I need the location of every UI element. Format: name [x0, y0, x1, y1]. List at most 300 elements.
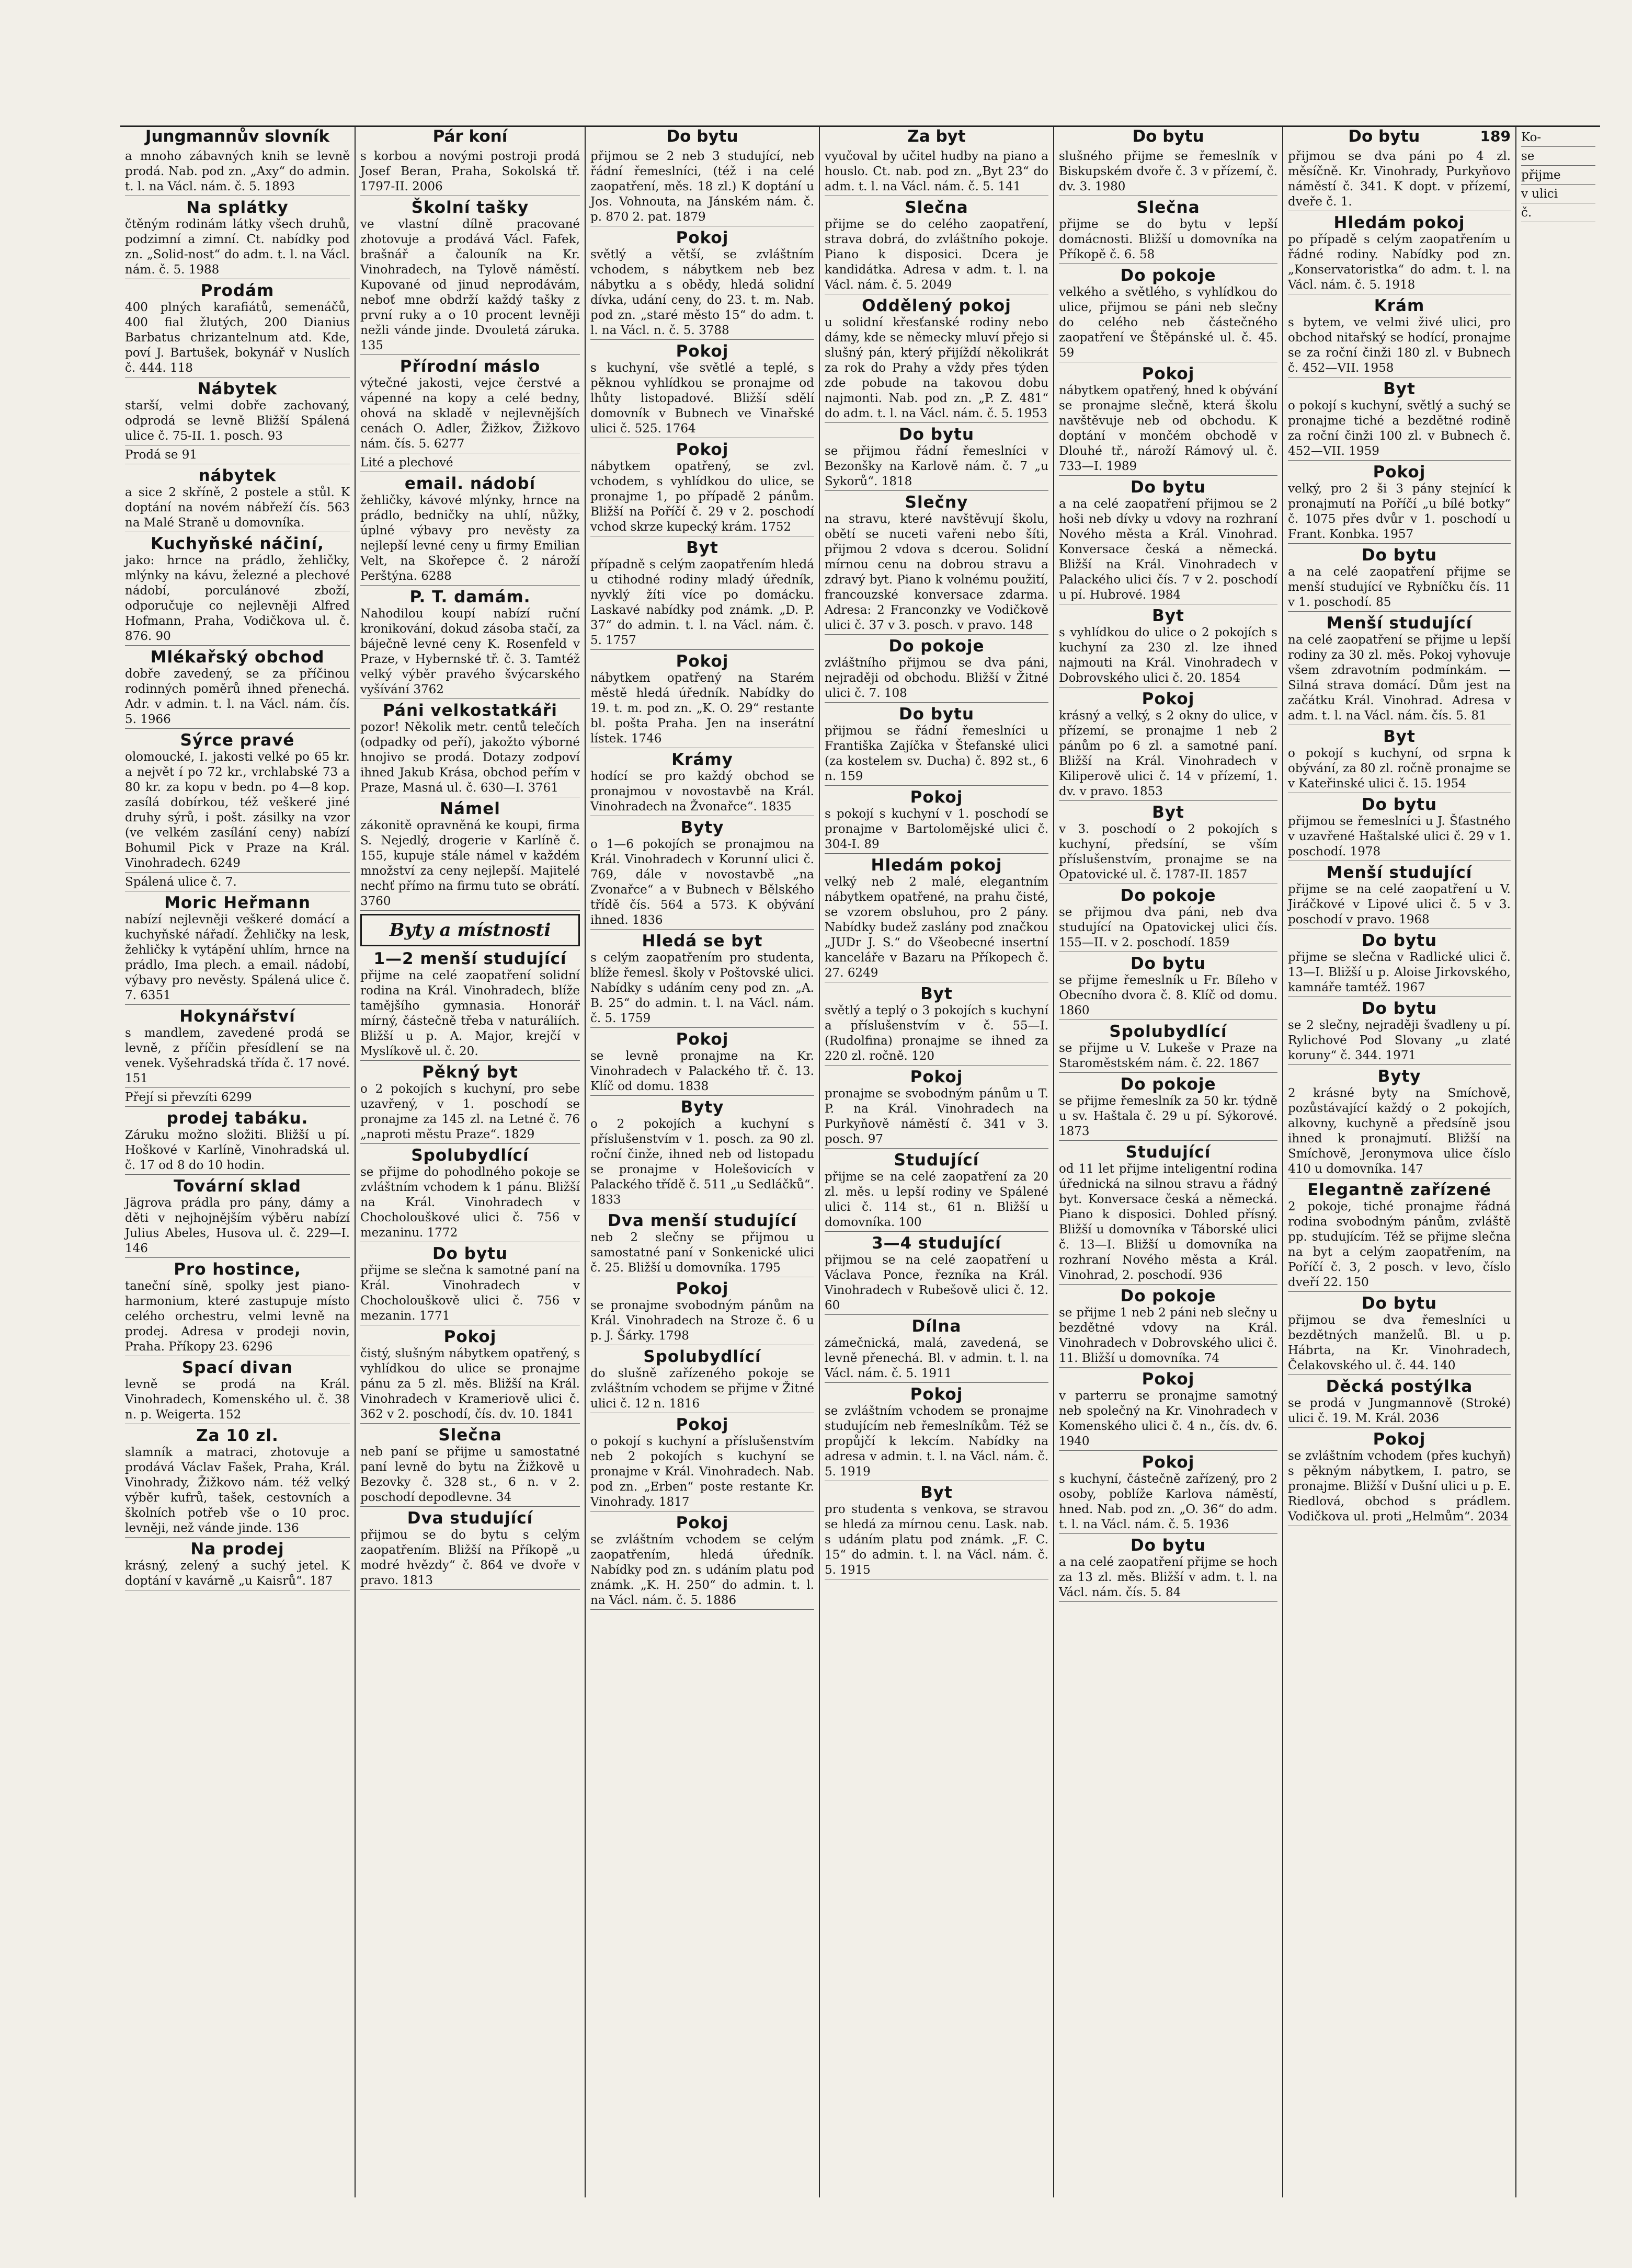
classified-ad: [590, 1030, 814, 1096]
ad-title: Elegantně zařízené: [1307, 1181, 1491, 1199]
ad-text: a mnoho zábavných knih se levně prodá. Nab. pod zn. „Axy“ do admin. t. l. na Václ. nám. č. 5. 1893: [125, 150, 350, 193]
ad-text: a na celé zaopatření přijme se hoch za 13 zl. měs. Bližší v adm. t. l. na Václ. nám. čís. 5. 84: [1059, 1555, 1277, 1599]
ad-title: Na splátky: [186, 198, 289, 217]
ad-title: Hledá se byt: [642, 932, 763, 950]
classified-ad: [125, 380, 350, 445]
ad-title: Hledám pokoj: [871, 856, 1002, 875]
ad-text: u solidní křesťanské rodiny nebo dámy, kde se německy mluví přejo si slušný pán, který přijíždí několikrát za rok do Prahy a vždy přes týden zde pobude na takovou dobu najmonti. Nab. pod zn. „P. Z. 481“ do adm. t. l. na Václ. nám. č. 5. 1953: [825, 316, 1048, 420]
ad-text: se zvláštním vchodem se celým zaopatřením, hledá úředník. Nabídky pod zn. s udáním platu pod známk. „K. H. 250“ do admin. t. l. na Václ. nám. č. 5. 1886: [590, 1533, 814, 1607]
classified-ad: [125, 1260, 350, 1356]
ad-title: Byt: [1383, 727, 1416, 746]
ad-title: 3—4 studující: [872, 1234, 1001, 1253]
ad-text: na stravu, které navštěvují školu, obětí se nuceti vařeni nebo šíti, přijmou 2 vdova s dcerou. Solidní mírnou cenu na dobrou stravu a zdravý byt. Piano k volnému použití, francouzské konversace zdarma. Adresa: 2 Franconzky ve Vodičkově ulici č. 37 v 3. posch. v pravo. 148: [825, 512, 1048, 632]
ad-title: Dva studující: [407, 1509, 533, 1528]
ad-title: Školní tašky: [411, 198, 529, 217]
column-heading: Za byt: [907, 127, 966, 146]
ad-text: s vyhlídkou do ulice o 2 pokojích s kuchyní za 230 zl. lze ihned najmouti na Král. Vinohradech v Dobrovského ulici č. 20. 1854: [1059, 626, 1277, 685]
ad-title: Slečny: [905, 493, 968, 512]
classified-ad: [1059, 149, 1277, 196]
classified-ad: [825, 493, 1048, 635]
classified-ad: [825, 1483, 1048, 1579]
ad-title: Pokoj: [676, 1279, 729, 1298]
ad-text: o pokojí s kuchyní, od srpna k obývání, za 80 zl. ročně pronajme se v Kateřinské ulici č. 15. 1954: [1288, 747, 1511, 791]
ad-text: přijme se na celé zaopatření za 20 zl. měs. u lepší rodiny ve Spálené ulici č. 114 st., 61 n. Bližší u domovníka. 100: [825, 1170, 1048, 1229]
ad-text: 400 plných karafiátů, semenáčů, 400 fial žlutých, 200 Dianius Barbatus chrizantelnum atd. Kde, poví J. Bartušek, bokynář v Nuslích č. 444. 118: [125, 301, 350, 375]
ad-title: Námel: [440, 799, 500, 818]
classified-ad: [1288, 1181, 1511, 1292]
ad-title: Byt: [686, 539, 718, 557]
ad-text: velký neb 2 malé, elegantním nábytkem opatřené, na prahu čisté, se vzorem obsluhou, pro 2 pány. Nabídky budež zaslány pod značkou „JUDr J. S.“ do Všeobecné insertní kanceláře v Bazaru na Příkopech č. 27. 6249: [825, 875, 1048, 980]
ad-title: Menší studující: [1326, 614, 1473, 633]
classified-ad: [1059, 364, 1277, 476]
ad-text: s korbou a novými postroji prodá Josef Beran, Praha, Sokolská tř. 1797-II. 2006: [360, 150, 580, 193]
ad-text: čistý, slušným nábytkem opatřený, s vyhlídkou do ulice se pronajme pánu za 5 zl. měs. Bližší na Král. Vinohradech v Krameriově ulici č. 362 v 2. poschodí, čís. dv. 10. 1841: [360, 1347, 580, 1421]
ad-title: Pokoj: [910, 788, 963, 807]
classified-ad: [125, 1090, 350, 1107]
classified-ad: [825, 198, 1048, 294]
classified-ad: [1521, 168, 1595, 185]
ad-text: s pokojí s kuchyní v 1. poschodí se pronajme v Bartolomějské ulici č. 304-I. 89: [825, 807, 1048, 851]
ad-text: pronajme se svobodným pánům u T. P. na Král. Vinohradech na Purkyňově náměstí č. 341 v 3. posch. 97: [825, 1087, 1048, 1146]
ad-text: přijmou se 2 neb 3 studující, neb řádní řemeslníci, (též i na celé zaopatření, měs. 18 zl.) K doptání u Jos. Vohnouta, na Jánském nám. č. p. 870 2. pat. 1879: [590, 150, 814, 224]
classified-ad: [590, 1279, 814, 1345]
ad-text: nabízí nejlevněji veškeré domácí a kuchyňské nářadí. Žehličky na lesk, žehličky k vytápění uhlím, hrnce na prádlo, Ima plech. a email. nádobí, výbavy pro nevěsty. Spálená ulice č. 7. 6351: [125, 913, 350, 1002]
ad-text: velký, pro 2 ši 3 pány stejnící k pronajmutí na Poříčí „u bílé botky“ č. 1075 přes dvůr v 1. poschodí u Frant. Konbka. 1957: [1288, 482, 1511, 541]
classified-ad: [1288, 795, 1511, 861]
ad-title: Do bytu: [1130, 954, 1206, 973]
ad-title: Pokoj: [1142, 1370, 1195, 1389]
classified-ad: [360, 357, 580, 453]
ad-text: Ko-: [1521, 131, 1542, 144]
ad-text: Záruku možno složiti. Bližší u pí. Hoškové v Karlíně, Vinohradská ul. č. 17 od 8 do 10 hodin.: [125, 1128, 350, 1172]
ad-title: Do bytu: [1361, 795, 1437, 814]
column-heading: Do bytu: [666, 127, 738, 146]
classified-ad: [125, 894, 350, 1005]
classified-ad: [1059, 1075, 1277, 1141]
ad-text: slušného přijme se řemeslník v Biskupském dvoře č. 3 v přízemí, č. dv. 3. 1980: [1059, 150, 1277, 193]
ad-title: Krámy: [671, 750, 733, 769]
ad-title: Studující: [894, 1151, 979, 1170]
classified-ad: [1059, 886, 1277, 952]
classified-ad: [825, 984, 1048, 1066]
classified-ad: [125, 149, 350, 196]
ad-title: Pokoj: [1142, 364, 1195, 383]
classified-ad: [1059, 1022, 1277, 1073]
classified-ad: [360, 1509, 580, 1590]
classified-ad: [825, 856, 1048, 982]
classified-ad: [360, 149, 580, 196]
ad-text: přijme se na celé zaopatření u V. Jiráčkové v Lipové ulici č. 5 v 3. poschodí v pravo. 1968: [1288, 883, 1511, 926]
ad-text: Nahodilou koupí nabízí ruční kronikování, dokud zásoba stačí, za báječně levné ceny K. Rosenfeld v Praze, v Hybernské tř. č. 3. Tamtéž velký výběr pravého švýcarského vyšívání 3762: [360, 607, 580, 696]
ad-title: 1—2 menší studující: [373, 949, 567, 968]
ad-text: po případě s celým zaopatřením u řádné rodiny. Nabídky pod zn. „Konservatoristka“ do adm. t. l. na Václ. nám. č. 5. 1918: [1288, 233, 1511, 292]
classified-ad: [825, 1385, 1048, 1481]
ad-text: Přejí si převzíti 6299: [125, 1091, 252, 1104]
ad-title: Menší studující: [1326, 863, 1473, 882]
column-heading: Do bytu: [1132, 127, 1204, 146]
ad-title: Pokoj: [676, 1514, 729, 1532]
ad-text: v 3. poschodí o 2 pokojích s kuchyní, předsíní, se vším příslušenstvím, pronajme se na Opatovické ul. č. 1787-II. 1857: [1059, 822, 1277, 881]
column-heading: Do bytu 189: [1348, 127, 1511, 146]
ad-text: s celým zaopatřením pro studenta, blíže řemesl. školy v Poštovské ulici. Nabídky s udáním ceny pod zn. „A. B. 25“ do admin. t. l. na Václ. nám. č. 5. 1759: [590, 951, 814, 1025]
ad-text: Lité a plechové: [360, 456, 453, 469]
classified-ad: [825, 705, 1048, 786]
ad-text: světlý a větší, se zvláštním vchodem, s nábytkem neb bez nábytku a s obědy, hledá solidní dívka, udání ceny, do 23. t. m. Nab. pod zn. „staré město 15“ do adm. t. l. na Václ. n. č. 5. 3788: [590, 248, 814, 337]
ad-text: hodící se pro každý obchod se pronajmou v novostavbě na Král. Vinohradech na Žvonařce“. 1835: [590, 770, 814, 814]
ad-title: Do bytu: [1361, 931, 1437, 950]
ad-text: se prodá v Jungmannově (Stroké) ulici č. 19. M. Král. 2036: [1288, 1396, 1511, 1425]
ad-text: čtěným rodinám látky všech druhů, podzimní a zimní. Ct. nabídky pod zn. „Solid-nost“ do adm. t. l. na Václ. nám. č. 5. 1988: [125, 217, 350, 277]
ad-title: Za 10 zl.: [196, 1426, 279, 1445]
ad-title: Pokoj: [676, 228, 729, 247]
ad-title: Kuchyňské náčiní,: [151, 534, 324, 553]
ad-title: Mlékařský obchod: [150, 648, 325, 667]
ad-text: nábytkem opatřený, hned k obývání se pronajme slečně, která školu navštěvuje neb od obchodu. K doptání v mončém obchodě v Dlouhé tř., nároží Rámový ul. č. 733—I. 1989: [1059, 384, 1277, 473]
classified-ad: [825, 425, 1048, 491]
ad-text: žehličky, kávové mlýnky, hrnce na prádlo, bedničky na uhlí, nůžky, úplné výbavy pro nevěsty za nejlepší levné ceny u firmy Emilian Velt, na Skořepce č. 2 nároží Perštýna. 6288: [360, 494, 580, 583]
classified-ad: [590, 149, 814, 226]
page-number: 189: [1480, 128, 1511, 145]
classified-ad: [1059, 198, 1277, 264]
classified-ad: [1288, 1430, 1511, 1526]
classified-ad: [360, 455, 580, 472]
classified-ad: [1288, 863, 1511, 929]
ad-title: Pokoj: [676, 1415, 729, 1434]
ad-text: pozor! Několik metr. centů telečích (odpadky od peří), jakožto výborné hnojivo se prodá. Dotazy zodpoví ihned Jakub Krása, obchod peřím v Praze, Masná ul. č. 630—I. 3761: [360, 720, 580, 795]
classified-ad: [1521, 149, 1595, 166]
ad-text: přijme na celé zaopatření solidní rodina na Král. Vinohradech, blíže tamějšího gymnasia. Honorář mírný, částečně třeba v naturáliích. Bližší u p. A. Major, krejčí v Myslíkově ul. č. 20.: [360, 969, 580, 1058]
ad-text: ve vlastní dílně pracované zhotovuje a prodává Václ. Fafek, brašnář a čalouník na Kr. Vinohradech, na Tylově náměstí. Kupované od jinud neprodávám, neboť mne obdrží každý tašky z první ruky a o 10 procent levněji nežli vánde jinde. Dvouletá záruka. 135: [360, 217, 580, 352]
classified-ad: [360, 588, 580, 699]
ad-text: o pokojí s kuchyní, světlý a suchý se pronajme tiché a bezdětné rodině za roční činži 100 zl. v Bubnech č. 452—VII. 1959: [1288, 399, 1511, 458]
classified-ad: [125, 534, 350, 646]
ad-text: se přijme 1 neb 2 páni neb slečny u bezdětné vdovy na Král. Vinohradech v Dobrovského ulici č. 11. Bližší u domovníka. 74: [1059, 1306, 1277, 1365]
ad-text: se přijmou dva páni, neb dva studující na Opatovickej ulici čís. 155—II. v 2. poschodí. 1859: [1059, 906, 1277, 949]
ad-text: levně se prodá na Král. Vinohradech, Komenského ul. č. 38 n. p. Weigerta. 152: [125, 1378, 350, 1422]
ad-title: Pokoj: [676, 652, 729, 671]
ad-text: případně s celým zaopatřením hledá u ctihodné rodiny mladý úředník, nyvklý žíti více po domácku. Laskavé nabídky pod známk. „D. P. 37“ do admin. t. l. na Václ. nám. č. 5. 1757: [590, 558, 814, 647]
ad-title: Dva menší studující: [608, 1211, 797, 1230]
ad-title: nábytek: [198, 466, 277, 485]
ad-title: Nábytek: [197, 380, 278, 398]
ad-title: Pokoj: [1142, 690, 1195, 708]
ad-text: přijmou se dva páni po 4 zl. měsíčně. Kr. Vinohrady, Purkyňovo náměstí č. 341. K dopt. v přízemí, dveře č. 1.: [1288, 150, 1511, 209]
ad-title: Krám: [1374, 296, 1425, 315]
ad-text: přijmou se dva řemeslníci u bezdětných manželů. Bl. u p. Hábrta, na Kr. Vinohradech, Čelakovského ul. č. 44. 140: [1288, 1313, 1511, 1372]
ad-title: Do bytu: [1130, 1536, 1206, 1555]
column-3: [586, 127, 820, 2197]
ad-title: Studující: [1125, 1143, 1211, 1162]
ad-title: Pokoj: [910, 1385, 963, 1404]
column-7: [1516, 127, 1600, 2197]
classified-ad: [1288, 999, 1511, 1065]
ad-text: taneční síně, spolky jest piano-harmonium, které zastupuje místo celého orchestru, velmi levně na prodej. Adresa v prodeji novin, Praha. Příkopy 23. 6296: [125, 1279, 350, 1354]
ad-text: zákonitě opravněná ke koupi, firma S. Nejedlý, drogerie v Karlíně č. 155, kupuje stále námel v každém množství za ceny nejlepší. Majitelé nechť přímo na firmu tuto se obrátí. 3760: [360, 819, 580, 908]
classified-ad: [360, 1244, 580, 1325]
ad-title: Dílna: [911, 1317, 962, 1336]
classified-ad: [360, 949, 580, 1061]
ad-title: Pokoj: [1142, 1453, 1195, 1472]
classified-ad: [1059, 1287, 1277, 1368]
ad-title: Spolubydlící: [1109, 1022, 1227, 1041]
ad-text: se zvláštním vchodem (přes kuchyň) s pěkným nábytkem, I. patro, se pronajme. Bližší v Dušní ulici u p. E. Riedlová, obchod s prádlem. Vodičkova ul. proti „Helmům“. 2034: [1288, 1449, 1511, 1524]
column-6: [1283, 127, 1516, 2197]
ad-title: Do bytu: [1361, 546, 1437, 565]
classified-ad: [360, 198, 580, 355]
classified-ad: [825, 637, 1048, 703]
ad-text: slamník a matraci, zhotovuje a prodává Václav Fašek, Praha, Král. Vinohrady, Žižkovo nám. též velký výběr kufrů, tašek, cestovních a školních potřeb vše o 10 proc. levněji, než vánde jinde. 136: [125, 1446, 350, 1535]
ad-title: Pěkný byt: [422, 1063, 518, 1082]
ad-text: se pronajme svobodným pánům na Král. Vinohradech na Stroze č. 6 u p. J. Šárky. 1798: [590, 1299, 814, 1343]
ad-text: výtečné jakosti, vejce čerstvé a vápenné na kopy a celé bedny, ohová na skladě v nejlevnějších cenách O. Adler, Žižkov, Žižkovo nám. čís. 5. 6277: [360, 376, 580, 451]
classified-ad: [825, 1068, 1048, 1149]
classified-ad: [125, 731, 350, 873]
classified-ad: [1521, 187, 1595, 203]
section-title: Byty a místnosti: [360, 914, 580, 946]
ad-text: nábytkem opatřený, se zvl. vchodem, s vyhlídkou do ulice, se pronajme 1, po případě 2 pánům. Bližší na Poříčí č. 29 v 2. poschodí vchod skrze kupecký krám. 1752: [590, 460, 814, 534]
ad-title: Do pokoje: [888, 637, 985, 656]
ad-title: Spolubydlící: [411, 1146, 529, 1165]
ad-title: Slečna: [1136, 198, 1200, 217]
classified-ad: [1288, 546, 1511, 612]
ad-text: přijme se slečna k samotné paní na Král. Vinohradech v Chocholouškově ulici č. 756 v mezanin. 1771: [360, 1264, 580, 1323]
ad-title: Hledám pokoj: [1333, 213, 1465, 232]
ad-title: Spolubydlící: [643, 1347, 761, 1366]
classified-ad: [1288, 1067, 1511, 1178]
ad-title: Spací divan: [181, 1358, 293, 1377]
ad-title: Byt: [1152, 606, 1184, 625]
classified-ad: [1059, 266, 1277, 362]
classified-ad: [590, 818, 814, 930]
classified-ad: [825, 149, 1048, 196]
classified-ad: [1059, 803, 1277, 884]
ad-text: a na celé zaopatření přijmou se 2 hoši neb dívky u vdovy na rozhraní Nového města a Král. Vinohrad. Konversace česká a německá. Bližší na Král. Vinohradech v Palackého ulici čís. 7 v 2. poschodí u pí. Hubrové. 1984: [1059, 497, 1277, 602]
ad-text: Jägrova prádla pro pány, dámy a děti v nejhojnějším výběru nabízí Julius Abeles, Husova ul. č. 229—I. 146: [125, 1196, 350, 1255]
classified-ad: [125, 875, 350, 891]
ad-text: Prodá se 91: [125, 448, 198, 462]
ad-text: krásný a velký, s 2 okny do ulice, v přízemí, se pronajme 1 neb 2 pánům po 6 zl. a samotné paní. Bližší na Král. Vinohradech v Kiliperově ulici č. 14 v přízemí, 1. dv. v pravo. 1853: [1059, 709, 1277, 798]
ad-text: olomoucké, I. jakosti velké po 65 kr. a největ í po 72 kr., vrchlabské 73 a 80 kr. za kopu v bedn. po 4—8 kop. zasílá dobírkou, též veškeré jiné druhy sýrů, i pošt. zásilky na vzor (ve velkém zasílání ceny) nabízí Bohumil Pick v Praze na Král. Vinohradech. 6249: [125, 750, 350, 870]
ad-text: přijme se do celého zaopatření, strava dobrá, do zvláštního pokoje. Piano k disposici. Dcera je kandidátka. Adresa v adm. t. l. na Václ. nám. č. 5. 2049: [825, 217, 1048, 292]
ad-title: Do bytu: [1130, 478, 1206, 497]
ad-text: v parterru se pronajme samotný neb společný na Kr. Vinohradech v Komenského ulici č. 4 n., čís. dv. 6. 1940: [1059, 1389, 1277, 1448]
classified-ad: [590, 440, 814, 536]
ad-text: zvláštního přijmou se dva páni, nejraději od obchodu. Bližší v Žitné ulici č. 7. 108: [825, 656, 1048, 700]
ad-text: o pokojí s kuchyní a příslušenstvím neb 2 pokojích s kuchyní se pronajme v Král. Vinohradech. Nab. pod zn. „Erben“ poste restante Kr. Vinohrady. 1817: [590, 1435, 814, 1509]
ad-text: přijmou se na celé zaopatření u Václava Ponce, řezníka na Král. Vinohradech v Rubešově ulici č. 12. 60: [825, 1253, 1048, 1312]
ad-title: prodej tabáku.: [166, 1109, 309, 1128]
ad-text: od 11 let přijme inteligentní rodina úřednická na silnou stravu a řádný byt. Konversace česká a německá. Piano k disposici. Dohled přísný. Bližší u domovníka v Táborské ulici č. 13—I. Bližší u domovníka na rozhraní Nového města a Král. Vinohrad, 2. poschodí. 936: [1059, 1162, 1277, 1282]
ad-title: Byt: [920, 984, 953, 1003]
ad-text: jako: hrnce na prádlo, žehličky, mlýnky na kávu, železné a plechové nádobí, porculánové zboží, odporučuje co nejlevněji Alfred Hofmann, Praha, Vodičkova ul. č. 876. 90: [125, 554, 350, 643]
classified-ad: [1059, 1453, 1277, 1534]
ad-text: přijmou se řádní řemeslníci u Františka Zajíčka v Štefanské ulici (za kostelem sv. Ducha) č. 892 st., 6 n. 159: [825, 724, 1048, 783]
ad-text: se 2 slečny, nejraději švadleny u pí. Rylichové Pod Slovany „u zlaté koruny“ č. 344. 1971: [1288, 1018, 1511, 1062]
column-5: [1054, 127, 1283, 2197]
classified-ad: [1288, 614, 1511, 725]
ad-text: starší, velmi dobře zachovaný, odprodá se levně Bližší Spálená ulice č. 75-II. 1. posch. 93: [125, 399, 350, 443]
ad-title: Byt: [1383, 380, 1416, 398]
ad-title: P. T. damám.: [409, 588, 531, 606]
ad-title: Do pokoje: [1120, 1287, 1216, 1305]
ad-text: Spálená ulice č. 7.: [125, 875, 237, 889]
classified-ad: [825, 1317, 1048, 1383]
classified-ad: [1288, 1294, 1511, 1375]
ad-text: přijme se do bytu v lepší domácnosti. Bližší u domovníka na Příkopě č. 6. 58: [1059, 217, 1277, 261]
ad-text: 2 pokoje, tiché pronajme řádná rodina svobodným pánům, zvláště pp. studujícím. Též se přijme slečna na byt a celým zaopatřením, na Poříčí č. 3, 2 posch. v levo, číslo dveří 22. 150: [1288, 1200, 1511, 1289]
ad-text: nábytkem opatřený na Starém městě hledá úředník. Nabídky do 19. t. m. pod zn. „K. O. 29“ restante bl. pošta Praha. Jen na inserátní lístek. 1746: [590, 671, 814, 746]
classified-ad: [590, 539, 814, 650]
classified-ad: [1288, 149, 1511, 211]
ad-title: Prodám: [200, 281, 275, 300]
ad-title: Páni velkostatkáři: [383, 701, 557, 720]
ad-text: o 1—6 pokojích se pronajmou na Král. Vinohradech v Korunní ulici č. 769, dále v novostavbě „na Zvonařce“ a v Bubnech v Bělského třídě čís. 564 a 573. K obývání ihned. 1836: [590, 838, 814, 927]
classified-ad: [1288, 727, 1511, 793]
classified-ad: [125, 1109, 350, 1175]
ad-title: Do pokoje: [1120, 266, 1216, 285]
classified-ad: [125, 448, 350, 464]
ad-title: Tovární sklad: [173, 1177, 302, 1196]
classified-ad: [1521, 205, 1595, 222]
ad-text: neb 2 slečny se přijmou u samostatné paní v Sonkenické ulici č. 25. Bližší u domovníka. 1795: [590, 1231, 814, 1275]
ad-title: Byt: [920, 1483, 953, 1502]
ad-title: Byty: [680, 818, 724, 837]
ad-text: neb paní se přijme u samostatné paní levně do bytu na Žižkově u Bezovky č. 328 st., 6 n. v 2. poschodí depodlevne. 34: [360, 1445, 580, 1504]
ad-text: do slušně zařízeného pokoje se zvláštním vchodem se přijme v Žitné ulici č. 12 n. 1816: [590, 1367, 814, 1411]
classified-ad: [360, 1327, 580, 1424]
classified-ad: [125, 1540, 350, 1590]
ad-text: o 2 pokojích s kuchyní, pro sebe uzavřený, v 1. poschodí se pronajme za 145 zl. na Letné č. 76 „naproti městu Praze“. 1829: [360, 1082, 580, 1141]
ad-text: s mandlem, zavedené prodá se levně, z příčin přesídlení se na venek. Vyšehradská třída č. 17 nové. 151: [125, 1026, 350, 1085]
ad-text: pro studenta s venkova, se stravou se hledá za mírnou cenu. Lask. nab. s udáním platu pod známk. „F. C. 15“ do admin. t. l. na Václ. nám. č. 5. 1915: [825, 1503, 1048, 1577]
classified-ad: [825, 788, 1048, 854]
ad-text: přijmou se do bytu s celým zaopatřením. Bližší na Příkopě „u modré hvězdy“ č. 864 ve dvoře v pravo. 1813: [360, 1528, 580, 1587]
classified-ad: [1059, 954, 1277, 1020]
ad-title: Pokoj: [1373, 1430, 1426, 1449]
ad-title: Do bytu: [898, 705, 975, 724]
ad-title: Pro hostince,: [174, 1260, 301, 1279]
classified-ad: [1521, 130, 1595, 147]
classified-ad: [1059, 1370, 1277, 1451]
classified-ad: [590, 750, 814, 816]
ad-text: s kuchyní, vše světlé a teplé, s pěknou vyhlídkou se pronajme od lhůty listopadové. Bližší sdělí domovník v Bubnech ve Vinařské ulici č. 525. 1764: [590, 361, 814, 436]
ad-text: přijme se slečna v Radlické ulici č. 13—I. Bližší u p. Aloise Jirkovského, kamnáře tamtéž. 1967: [1288, 950, 1511, 994]
ad-title: Oddělený pokoj: [862, 296, 1011, 315]
ad-title: Do pokoje: [1120, 1075, 1216, 1094]
ad-text: o 2 pokojích a kuchyní s příslušenstvím v 1. posch. za 90 zl. roční činže, ihned neb od listopadu se pronajme v Holešovicích v Palackého třídě č. 511 „u Sedláčků“. 1833: [590, 1117, 814, 1207]
ad-text: v ulici: [1521, 187, 1558, 201]
classified-ad: [360, 701, 580, 797]
ad-text: se: [1521, 150, 1535, 163]
classified-ad: [1059, 1143, 1277, 1285]
ad-text: přijme: [1521, 168, 1561, 182]
classified-ad: [125, 281, 350, 377]
ad-title: Slečna: [905, 198, 968, 217]
ad-title: Do bytu: [1361, 999, 1437, 1018]
ad-title: Pokoj: [1373, 463, 1426, 482]
classified-ad: [590, 228, 814, 340]
ad-title: email. nádobí: [404, 474, 536, 493]
ad-text: dobře zavedený, se za příčinou rodinných poměrů ihned přenechá. Adr. v admin. t. l. na Václ. nám. čís. 5. 1966: [125, 667, 350, 726]
ad-title: Moric Heřmann: [164, 894, 311, 912]
ad-text: s bytem, ve velmi živé ulici, pro obchod nitařský se hodící, pronajme se za roční činži 180 zl. v Bubnech č. 452—VII. 1958: [1288, 316, 1511, 375]
classified-ad: [1059, 606, 1277, 688]
ad-title: Do bytu: [432, 1244, 508, 1263]
column-2: [356, 127, 586, 2197]
classified-ad: [1059, 690, 1277, 801]
classified-ad: [125, 198, 350, 279]
column-1: [120, 127, 356, 2197]
ad-title: Do pokoje: [1120, 886, 1216, 905]
classified-ad: [125, 1007, 350, 1088]
column-heading: Jungmannův slovník: [145, 127, 330, 146]
classified-ad: [1059, 478, 1277, 604]
ad-text: zámečnická, malá, zavedená, se levně přenechá. Bl. v admin. t. l. na Václ. nám. č. 5. 1911: [825, 1336, 1048, 1380]
classified-ad: [360, 474, 580, 586]
classified-ad: [590, 932, 814, 1028]
classified-ad: [125, 1177, 350, 1258]
classified-ad: [590, 1347, 814, 1413]
ad-title: Děcká postýlka: [1326, 1377, 1473, 1396]
column-heading: Pár koní: [432, 127, 508, 146]
classified-ad: [360, 1146, 580, 1242]
classified-ad: [590, 1514, 814, 1610]
classified-ad: [590, 1211, 814, 1277]
ad-text: krásný, zelený a suchý jetel. K doptání v kavárně „u Kaisrů“. 187: [125, 1559, 350, 1588]
classified-ad: [1288, 296, 1511, 377]
ad-title: Pokoj: [676, 440, 729, 459]
classified-ad: [360, 1426, 580, 1507]
classified-ad: [590, 1415, 814, 1511]
ad-title: Pokoj: [676, 1030, 729, 1049]
ad-text: se přijme do pohodlného pokoje se zvláštním vchodem k 1 pánu. Bližší na Král. Vinohradech v Chocholouškové ulici č. 756 v mezaninu. 1772: [360, 1165, 580, 1240]
classified-ad: [360, 1063, 580, 1144]
ad-title: Slečna: [438, 1426, 502, 1445]
ad-text: vyučoval by učitel hudby na piano a houslo. Ct. nab. pod zn. „Byt 23“ do adm. t. l. na Václ. nám. č. 5. 141: [825, 150, 1048, 193]
ad-text: č.: [1521, 206, 1532, 220]
ad-title: Do bytu: [1361, 1294, 1437, 1313]
classified-ad: [590, 652, 814, 748]
ad-text: s kuchyní, částečně zařízený, pro 2 osoby, poblíže Karlova náměstí, hned. Nab. pod zn. „O. 36“ do adm. t. l. na Václ. nám. č. 5. 1936: [1059, 1472, 1277, 1531]
classified-ad: [1288, 463, 1511, 544]
classifieds-sheet: [120, 125, 1600, 2196]
ad-title: Do bytu: [898, 425, 975, 444]
classified-ad: [1288, 1377, 1511, 1428]
ad-title: Byt: [1152, 803, 1184, 822]
ad-text: na celé zaopatření se přijme u lepší rodiny za 30 zl. měs. Pokoj vyhovuje všem zdravotním podmínkám. — Silná strava domácí. Dům jest na začátku Král. Vinohrad. Adresa v adm. t. l. na Václ. nám. čís. 5. 81: [1288, 633, 1511, 723]
ad-text: se přijme řemeslník za 50 kr. týdně u sv. Haštala č. 29 u pí. Sýkorové. 1873: [1059, 1094, 1277, 1138]
classified-ad: [590, 1098, 814, 1209]
classified-ad: [1288, 213, 1511, 294]
ad-text: světlý a teplý o 3 pokojích s kuchyní a příslušenstvím v č. 55—I. (Rudolfina) pronajme se ihned za 220 zl. ročně. 120: [825, 1004, 1048, 1063]
ad-title: Pokoj: [910, 1068, 963, 1086]
ad-text: se přijme řemeslník u Fr. Bíleho v Obecního dvora č. 8. Klíč od domu. 1860: [1059, 973, 1277, 1017]
ad-text: se zvláštním vchodem se pronajme studujícím neb řemeslníkům. Též se propůjčí k lekcím. Nabídky na adresa v admin. t. l. na Václ. nám. č. 5. 1919: [825, 1404, 1048, 1479]
ad-text: 2 krásné byty na Smíchově, pozůstávající každý o 2 pokojích, alkovny, kuchyně a předsíně jsou ihned k pronajmutí. Bližší na Smíchově, Jeronymova ulice číslo 410 u domovníka. 147: [1288, 1086, 1511, 1176]
classified-ad: [590, 342, 814, 438]
classified-ad: [125, 1426, 350, 1538]
ad-title: Byty: [680, 1098, 724, 1117]
classified-ad: [125, 648, 350, 729]
classified-ad: [360, 799, 580, 911]
classified-ad: [1059, 1536, 1277, 1602]
classified-ad: [825, 1151, 1048, 1232]
classified-ad: [825, 1234, 1048, 1315]
ad-text: a na celé zaopatření přijme se menší studující ve Rybníčku čís. 11 v 1. poschodí. 85: [1288, 565, 1511, 609]
ad-title: Pokoj: [443, 1327, 497, 1346]
ad-text: se přijmou řádní řemeslníci v Bezonšky na Karlově nám. č. 7 „u Sykorů“. 1818: [825, 444, 1048, 488]
classified-ad: [1288, 380, 1511, 461]
